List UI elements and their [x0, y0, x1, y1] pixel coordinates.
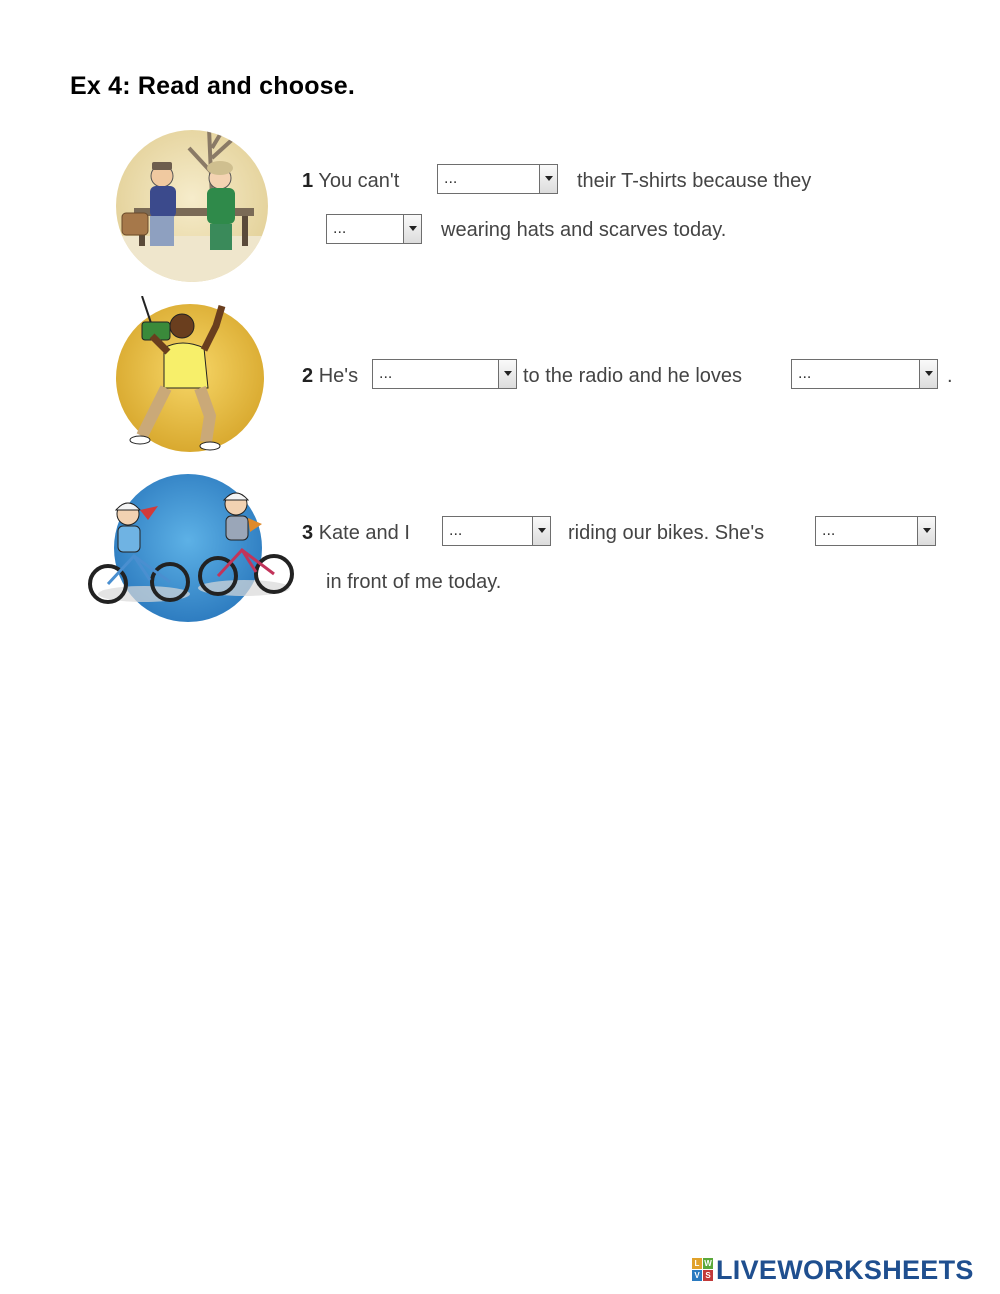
question-2-text-middle: to the radio and he loves — [523, 365, 743, 387]
question-1-dropdown-1[interactable] — [437, 164, 558, 194]
question-1-number: 1 — [302, 170, 314, 192]
question-2-number: 2 — [302, 365, 314, 387]
chevron-down-icon[interactable] — [403, 215, 421, 243]
chevron-down-icon[interactable] — [532, 517, 550, 545]
liveworksheets-logo-text: LIVEWORKSHEETS — [716, 1254, 974, 1285]
question-3-line-2-text: in front of me today. — [326, 571, 502, 593]
question-1-line-1-start — [302, 170, 399, 193]
question-2-text-end: . — [947, 365, 953, 387]
liveworksheets-logo — [692, 1253, 974, 1287]
chevron-down-icon[interactable] — [917, 517, 935, 545]
question-3-number: 3 — [302, 522, 314, 544]
question-2-text-before: He's — [318, 365, 359, 387]
dropdown-value: ... — [798, 365, 812, 382]
question-3-text-before: Kate and I — [318, 522, 410, 544]
question-3-text-middle: riding our bikes. She's — [568, 522, 765, 544]
chevron-down-icon[interactable] — [539, 165, 557, 193]
question-2-dropdown-1[interactable] — [372, 359, 517, 389]
dropdown-value: ... — [444, 170, 458, 187]
chevron-down-icon[interactable] — [498, 360, 516, 388]
dropdown-value: ... — [379, 365, 393, 382]
question-1-dropdown-2[interactable] — [326, 214, 422, 244]
man-dancing-with-radio-image — [112, 296, 268, 454]
dropdown-value: ... — [449, 522, 463, 539]
question-1-text-before: You can't — [318, 170, 400, 192]
question-2-dropdown-2[interactable] — [791, 359, 938, 389]
elderly-couple-on-bench-image — [114, 128, 270, 284]
dropdown-value: ... — [333, 220, 347, 237]
exercise-title: Ex 4: Read and choose. — [70, 72, 356, 100]
chevron-down-icon[interactable] — [919, 360, 937, 388]
dropdown-value: ... — [822, 522, 836, 539]
children-riding-bikes-image — [84, 472, 298, 626]
question-3-dropdown-2[interactable] — [815, 516, 936, 546]
question-1-text-after: their T-shirts because they — [577, 170, 812, 192]
question-3-dropdown-1[interactable] — [442, 516, 551, 546]
liveworksheets-logo-icon: L W V S — [692, 1258, 714, 1282]
question-1-line-2-text: wearing hats and scarves today. — [441, 219, 727, 241]
question-3-start — [302, 522, 410, 545]
question-2-start — [302, 365, 358, 388]
